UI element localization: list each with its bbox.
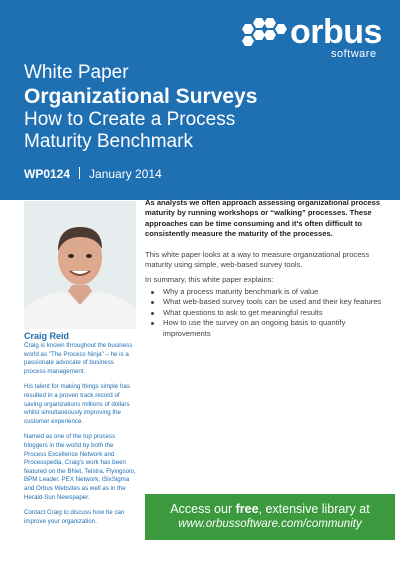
community-cta-banner[interactable] (145, 494, 395, 540)
document-title (24, 62, 344, 153)
bio-paragraph: His talent for making things simple has resulted in a proven track record of saving organizations millions of dollars whilst simultaneously improving the customer experience. (24, 383, 130, 425)
author-name: Craig Reid (24, 331, 70, 341)
author-bio (24, 342, 136, 533)
bio-paragraph: Contact Craig to discuss how he can improve your organization. (24, 509, 125, 525)
list-item: What questions to ask to get meaningful results (145, 308, 383, 318)
list-item: How to use the survey on an ongoing basis to quantify improvements (145, 318, 383, 339)
cta-pre: Access our (170, 502, 236, 516)
orbus-logo[interactable] (236, 12, 386, 64)
doc-code: WP0124 (24, 167, 71, 181)
doc-subtitle-line-1: How to Create a Process (24, 109, 236, 130)
cta-url-link[interactable]: www.orbussoftware.com/community (178, 518, 362, 530)
intro-paragraph: As analysts we often approach assessing organizational process maturity by running workshops or “walking” processes. These approaches can be time consuming and it's often difficult to consistently measure the maturity of the processes. (145, 198, 381, 239)
meta-divider (79, 167, 80, 179)
logo-wordmark: orbus (290, 13, 382, 51)
logo-subtitle: software (331, 48, 377, 60)
hexagon-logo-icon (236, 12, 292, 52)
list-item: What web-based survey tools can be used and their key features (145, 297, 383, 307)
bio-paragraph: Craig is known throughout the business world as "The Process Ninja" – he is a passionate advocate of business process management. (24, 342, 133, 375)
key-points-list (145, 287, 383, 339)
cta-line (145, 501, 395, 517)
cta-post: , extensive library at (258, 502, 370, 516)
cta-bold: free (235, 502, 259, 516)
bio-paragraph: Named as one of the top process bloggers in the world by both the Process Excellence Network and Processpedia, Craig's work has been featured on the BNet, Telstra, Flyingsolo, BPM Leader, PEX Network, iSixSigma and Orbus Websites as well as in the Herald-Sun Newspaper. (24, 433, 136, 501)
summary-paragraph: This white paper looks at a way to measure organizational process maturity using simple, web-based survey tools. (145, 250, 370, 270)
doc-meta (24, 167, 162, 181)
doc-subtitle-line-2: Maturity Benchmark (24, 131, 193, 152)
author-photo (24, 201, 136, 329)
doc-type: White Paper (24, 62, 129, 83)
doc-date: January 2014 (89, 167, 162, 181)
list-item: Why a process maturity benchmark is of value (145, 287, 383, 297)
list-lead-paragraph: In summary, this white paper explains: (145, 275, 274, 284)
doc-title: Organizational Surveys (24, 85, 258, 108)
